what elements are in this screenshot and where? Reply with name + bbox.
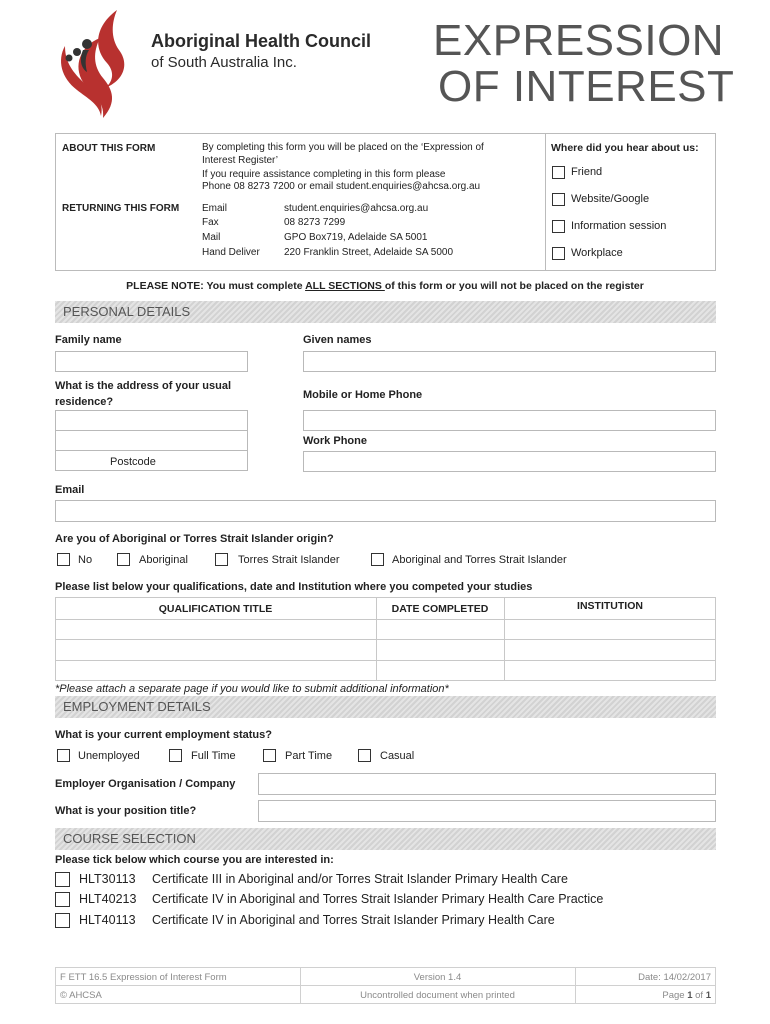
status-casual-checkbox[interactable] [358,749,371,762]
course-hlt40113-title: Certificate IV in Aboriginal and Torres Strait Islander Primary Health Care [152,913,555,927]
qual-header-date: DATE COMPLETED [391,603,489,615]
family-name-label: Family name [55,334,122,346]
origin-question: Are you of Aboriginal or Torres Strait Islander origin? [55,533,334,545]
about-text-2: Interest Register’ [202,155,278,166]
status-fulltime-checkbox[interactable] [169,749,182,762]
address-label-line2: residence? [55,396,114,408]
status-unemployed-checkbox[interactable] [57,749,70,762]
status-casual-label: Casual [380,750,415,762]
origin-aboriginal-checkbox[interactable] [117,553,130,566]
course-hlt40113-code: HLT40113 [79,913,136,927]
personal-details-title: PERSONAL DETAILS [63,304,191,319]
given-names-label: Given names [303,334,372,346]
hear-info-session-checkbox[interactable] [552,220,565,233]
mobile-phone-input[interactable] [303,410,716,431]
about-text-3: If you require assistance completing in this form please [202,169,446,180]
personal-details-header [55,301,716,323]
footer-page-num: 1 [687,990,693,1001]
attach-note: *Please attach a separate page if you would like to submit additional information* [55,683,449,695]
origin-tsi-label: Torres Strait Islander [238,554,340,566]
hear-workplace-checkbox[interactable] [552,247,565,260]
return-detail-mail: GPO Box719, Adelaide SA 5001 [284,232,428,243]
origin-both-checkbox[interactable] [371,553,384,566]
note-emphasis: ALL SECTIONS [305,280,385,292]
status-parttime-label: Part Time [285,750,333,762]
footer-copyright: © AHCSA [60,990,102,1001]
footer-uncontrolled: Uncontrolled document when printed [360,990,515,1001]
employer-label: Employer Organisation / Company [55,778,236,790]
email-input[interactable] [55,500,716,522]
qualifications-prompt: Please list below your qualifications, date and Institution where you competed your studies [55,581,533,593]
qual-row-divider-3 [55,660,716,661]
hear-friend-checkbox[interactable] [552,166,565,179]
course-selection-title: COURSE SELECTION [63,831,196,846]
hear-website-label: Website/Google [571,193,650,205]
status-unemployed-label: Unemployed [78,750,140,762]
course-selection-header [55,828,716,850]
employment-details-header [55,696,716,718]
qual-row-divider-2 [55,639,716,640]
doc-title-line2: OF INTEREST [438,62,735,111]
org-name-line1: Aboriginal Health Council [151,31,372,51]
qual-header-institution: INSTITUTION [577,600,643,612]
course-hlt30113-checkbox[interactable] [55,872,70,887]
returning-label: RETURNING THIS FORM [62,203,180,214]
return-detail-email: student.enquiries@ahcsa.org.au [284,203,429,214]
family-name-input[interactable] [55,351,248,372]
return-method-email: Email [202,203,228,214]
given-names-input[interactable] [303,351,716,372]
hear-website-checkbox[interactable] [552,193,565,206]
return-detail-hand: 220 Franklin Street, Adelaide SA 5000 [284,247,454,258]
note-suffix: of this form or you will not be placed on the register [384,280,644,292]
address-line2-input[interactable] [55,430,248,451]
hear-friend-label: Friend [571,166,603,178]
course-prompt: Please tick below which course you are interested in: [55,854,334,866]
footer-version: Version 1.4 [413,972,462,983]
please-note [0,280,770,292]
work-phone-label: Work Phone [303,435,367,447]
return-method-hand: Hand Deliver [202,247,260,258]
address-label-line1: What is the address of your usual [55,380,232,392]
organisation-logo [55,8,150,120]
course-hlt30113-code: HLT30113 [79,872,136,886]
course-hlt40213-checkbox[interactable] [55,892,70,907]
origin-no-label: No [78,554,93,566]
qual-row-divider-1 [55,619,716,620]
org-name-line2: of South Australia Inc. [151,54,297,71]
mobile-phone-label: Mobile or Home Phone [303,389,423,401]
status-parttime-checkbox[interactable] [263,749,276,762]
course-hlt30113-title: Certificate III in Aboriginal and/or Torres Strait Islander Primary Health Care [152,872,568,886]
status-fulltime-label: Full Time [191,750,236,762]
course-hlt40213-code: HLT40213 [79,892,137,906]
footer-page-mid: of [692,990,706,1001]
employment-status-question: What is your current employment status? [55,729,272,741]
about-text-4: Phone 08 8273 7200 or email student.enquiries@ahcsa.org.au [202,181,481,192]
about-divider [545,133,546,271]
footer-row-divider [55,985,716,986]
postcode-label: Postcode [110,456,156,468]
position-title-input[interactable] [258,800,716,822]
footer-page-total: 1 [705,990,711,1001]
hear-workplace-label: Workplace [571,247,623,259]
employment-details-title: EMPLOYMENT DETAILS [63,699,211,714]
footer-page [575,990,711,1001]
hear-info-session-label: Information session [571,220,667,232]
about-text-1: By completing this form you will be placed on the ‘Expression of [202,142,484,153]
origin-tsi-checkbox[interactable] [215,553,228,566]
origin-no-checkbox[interactable] [57,553,70,566]
employer-input[interactable] [258,773,716,795]
course-hlt40113-checkbox[interactable] [55,913,70,928]
footer-form-id: F ETT 16.5 Expression of Interest Form [60,972,227,983]
work-phone-input[interactable] [303,451,716,472]
qual-header-title: QUALIFICATION TITLE [158,603,273,615]
return-detail-fax: 08 8273 7299 [284,217,346,228]
position-title-label: What is your position title? [55,805,197,817]
note-prefix: PLEASE NOTE: You must complete [126,280,306,292]
email-label: Email [55,484,85,496]
doc-title-line1: EXPRESSION [433,16,725,65]
course-hlt40213-title: Certificate IV in Aboriginal and Torres Strait Islander Primary Health Care Practice [152,892,604,906]
footer-page-prefix: Page [662,990,688,1001]
origin-both-label: Aboriginal and Torres Strait Islander [392,554,567,566]
hear-about-label: Where did you hear about us: [551,142,699,154]
return-method-fax: Fax [202,217,219,228]
origin-aboriginal-label: Aboriginal [139,554,188,566]
footer-date: Date: 14/02/2017 [638,972,711,983]
about-label: ABOUT THIS FORM [62,143,156,154]
address-line1-input[interactable] [55,410,248,431]
return-method-mail: Mail [202,232,221,243]
